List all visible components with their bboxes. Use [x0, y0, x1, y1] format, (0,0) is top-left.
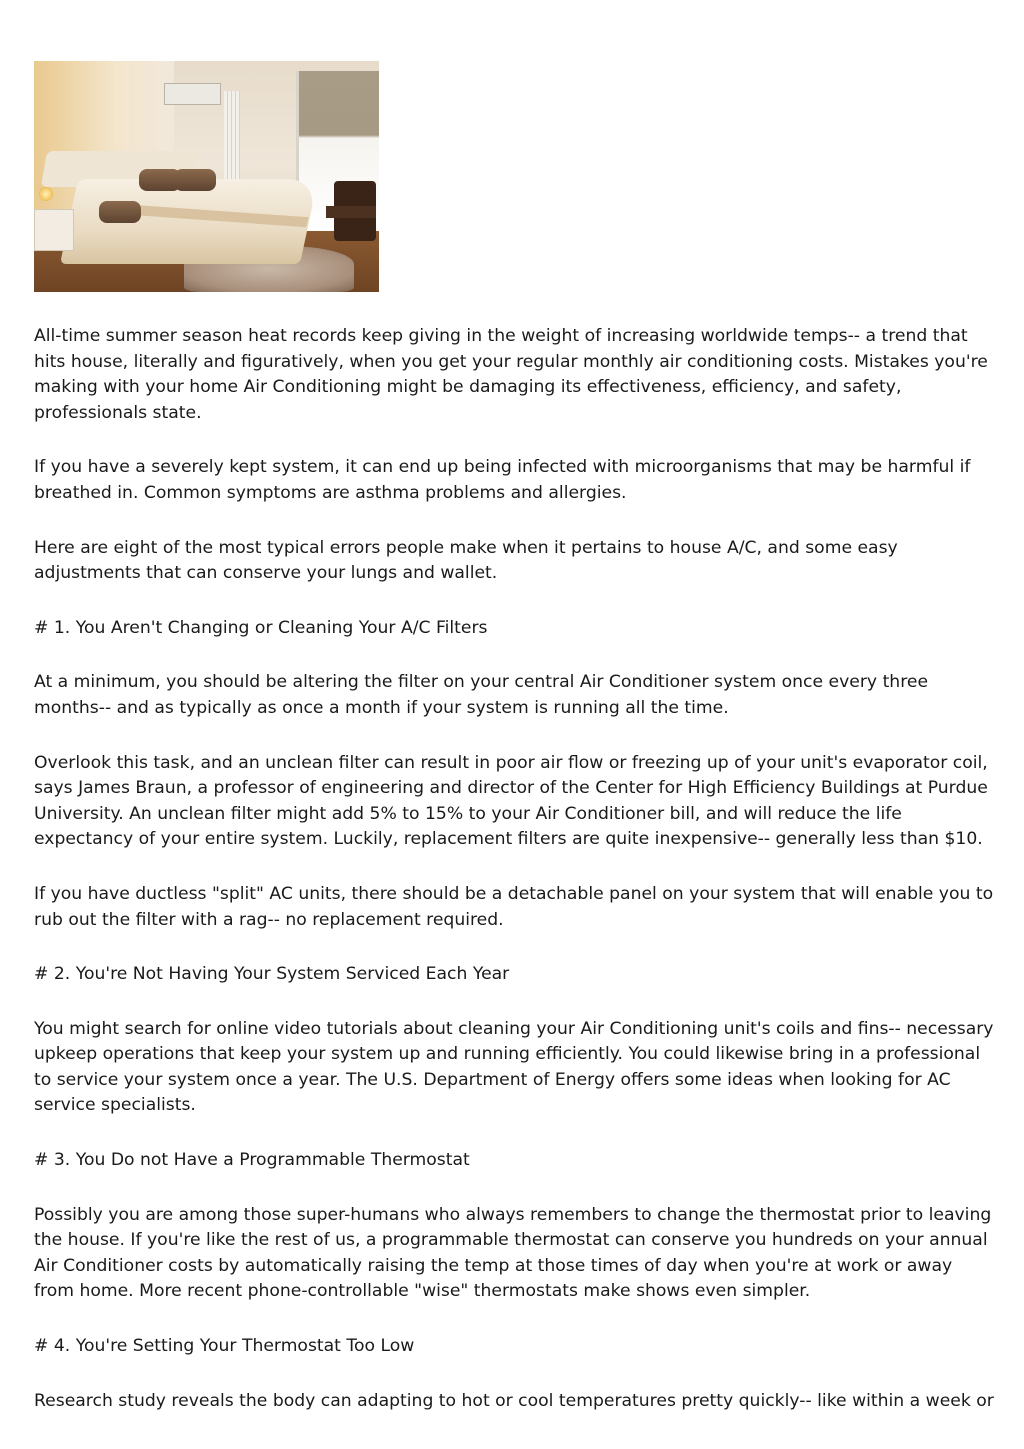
paragraph-thermostat: Possibly you are among those super-humans who always remembers to change the thermostat prior to leaving the house. If you're like the rest of us, a programmable thermostat can conserve you hundreds on your annual Air Conditioner costs by automatically raising the temp at those times of day when you're at work or away from home. More recent phone-controllable "wise" thermostats make shows even simpler.: [34, 1204, 992, 1302]
heading-filters: # 1. You Aren't Changing or Cleaning Your A/C Filters: [34, 617, 488, 638]
paragraph-servicing: You might search for online video tutorials about cleaning your Air Conditioning unit's coils and fins-- necessary upkeep operations that keep your system up and running efficiently. You could likewise bring in a professional to service your system once a year. The U.S. Department of Energy offers some ideas when looking for AC service specialists.: [34, 1018, 994, 1116]
paragraph-microorganisms: If you have a severely kept system, it can end up being infected with microorganisms that may be harmful if breathed in. Common symptoms are asthma problems and allergies.: [34, 457, 971, 503]
paragraph-intro: All-time summer season heat records keep giving in the weight of increasing worldwide temps-- a trend that hits house, literally and figuratively, when you get your regular monthly air conditioning costs. Mistakes you're making with your home Air Conditioning might be damaging its effectiveness, efficiency, and safety, professionals state.: [34, 326, 988, 423]
paragraph-ductless: If you have ductless "split" AC units, there should be a detachable panel on your system that will enable you to rub out the filter with a rag-- no replacement required.: [34, 883, 994, 930]
heading-thermostat: # 3. You Do not Have a Programmable Thermostat: [34, 1150, 470, 1171]
paragraph-research: Research study reveals the body can adapting to hot or cool temperatures pretty quickly-- like within a week or: [34, 1390, 994, 1411]
article-body: [34, 324, 996, 1414]
heading-too-low: # 4. You're Setting Your Thermostat Too Low: [34, 1336, 415, 1357]
paragraph-eight-errors: Here are eight of the most typical errors people make when it pertains to house A/C, and some easy adjustments that can conserve your lungs and wallet.: [34, 537, 898, 584]
paragraph-filter-frequency: At a minimum, you should be altering the filter on your central Air Conditioner system once every three months-- and as typically as once a month if your system is running all the time.: [34, 672, 929, 718]
lamp-icon: [39, 187, 53, 201]
document-page: [34, 61, 996, 1414]
paragraph-unclean-filter: Overlook this task, and an unclean filter can result in poor air flow or freezing up of your unit's evaporator coil, says James Braun, a professor of engineering and director of the Center for High Efficiency Buildings at Purdue University. An unclean filter might add 5% to 15% to your Air Conditioner bill, and will reduce the life expectancy of your entire system. Luckily, replacement filters are quite inexpensive-- generally less than $10.: [34, 752, 988, 850]
air-conditioner-icon: [164, 83, 221, 105]
heading-servicing: # 2. You're Not Having Your System Serviced Each Year: [34, 964, 510, 985]
bedroom-photo-icon: [34, 61, 379, 292]
